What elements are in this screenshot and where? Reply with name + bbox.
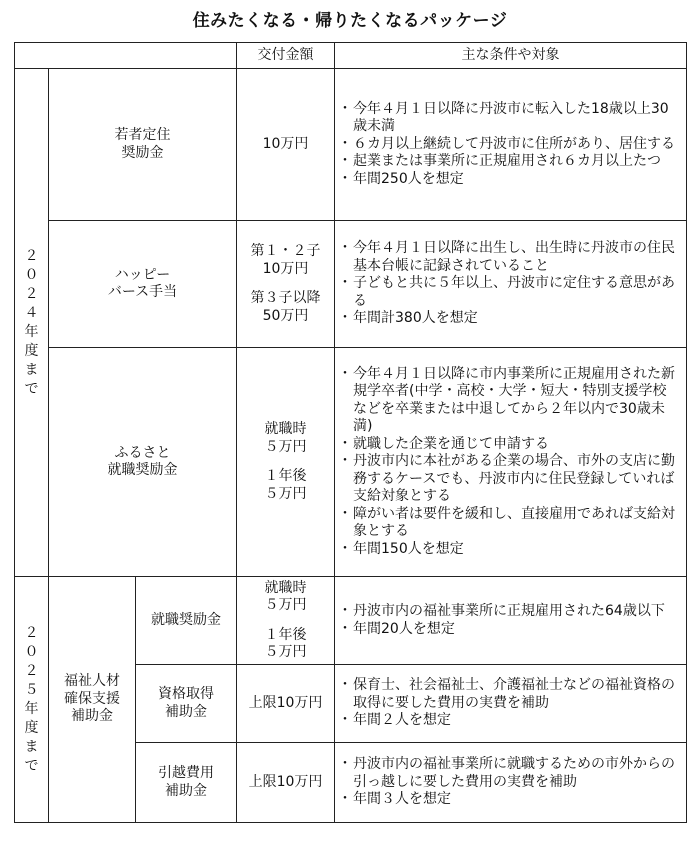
condition-item: ・ 年間250人を想定: [341, 171, 680, 189]
item-name: 若者定住 奨励金: [49, 69, 237, 221]
period-2024-label: ２０２４年度まで: [15, 69, 49, 577]
item-amount: 就職時 ５万円 １年後 ５万円: [237, 348, 335, 577]
condition-item: ・ 障がい者は要件を緩和し、直接雇用であれば支給対象とする: [341, 506, 680, 541]
item-amount: 第１・２子 10万円 第３子以降 50万円: [237, 221, 335, 348]
condition-item: ・ 保育士、社会福祉士、介護福祉士などの福祉資格の取得に要した費用の実費を補助: [341, 677, 680, 712]
header-conditions: 主な条件や対象: [335, 43, 687, 69]
table-row: [15, 577, 687, 665]
header-blank: [15, 43, 237, 69]
item-amount: 上限10万円: [237, 743, 335, 823]
condition-item: ・ 今年４月１日以降に市内事業所に正規雇用された新規学卒者(中学・高校・大学・短大・特別支援学校などを卒業または中退してから２年以内で30歳未満): [341, 366, 680, 436]
condition-item: ・ 年間２人を想定: [341, 712, 680, 730]
item-conditions: [335, 743, 687, 823]
table-row: [15, 348, 687, 577]
item-amount: 10万円: [237, 69, 335, 221]
item-amount: 就職時 ５万円 １年後 ５万円: [237, 577, 335, 665]
item-name: ふるさと 就職奨励金: [49, 348, 237, 577]
package-table: [14, 42, 687, 823]
condition-item: ・ 年間計380人を想定: [341, 310, 680, 328]
condition-item: ・ 丹波市内の福祉事業所に就職するための市外からの引っ越しに要した費用の実費を補助: [341, 756, 680, 791]
condition-item: ・ 丹波市内に本社がある企業の場合、市外の支店に勤務するケースでも、丹波市内に住民登録していれば支給対象とする: [341, 453, 680, 506]
condition-item: ・ 年間３人を想定: [341, 791, 680, 809]
table-row: [15, 69, 687, 221]
condition-item: ・ ６カ月以上継続して丹波市に住所があり、居住する: [341, 136, 680, 154]
table-row: [15, 221, 687, 348]
condition-item: ・ 今年４月１日以降に出生し、出生時に丹波市の住民基本台帳に記録されていること: [341, 240, 680, 275]
header-row: [15, 43, 687, 69]
item-name: ハッピー バース手当: [49, 221, 237, 348]
condition-item: ・ 就職した企業を通じて申請する: [341, 436, 680, 454]
item-name: 資格取得 補助金: [136, 665, 237, 743]
item-conditions: [335, 665, 687, 743]
item-conditions: [335, 348, 687, 577]
group-name: 福祉人材 確保支援 補助金: [49, 577, 136, 823]
item-conditions: [335, 69, 687, 221]
item-conditions: [335, 221, 687, 348]
item-name: 引越費用 補助金: [136, 743, 237, 823]
condition-item: ・ 年間150人を想定: [341, 541, 680, 559]
condition-item: ・ 丹波市内の福祉事業所に正規雇用された64歳以下: [341, 603, 680, 621]
condition-item: ・ 子どもと共に５年以上、丹波市に定住する意思がある: [341, 275, 680, 310]
header-amount: 交付金額: [237, 43, 335, 69]
condition-item: ・ 年間20人を想定: [341, 621, 680, 639]
condition-item: ・ 起業または事業所に正規雇用され６カ月以上たつ: [341, 153, 680, 171]
item-name: 就職奨励金: [136, 577, 237, 665]
item-amount: 上限10万円: [237, 665, 335, 743]
page-title: 住みたくなる・帰りたくなるパッケージ: [192, 11, 508, 31]
period-2025-label: ２０２５年度まで: [15, 577, 49, 823]
item-conditions: [335, 577, 687, 665]
condition-item: ・ 今年４月１日以降に丹波市に転入した18歳以上30歳未満: [341, 101, 680, 136]
